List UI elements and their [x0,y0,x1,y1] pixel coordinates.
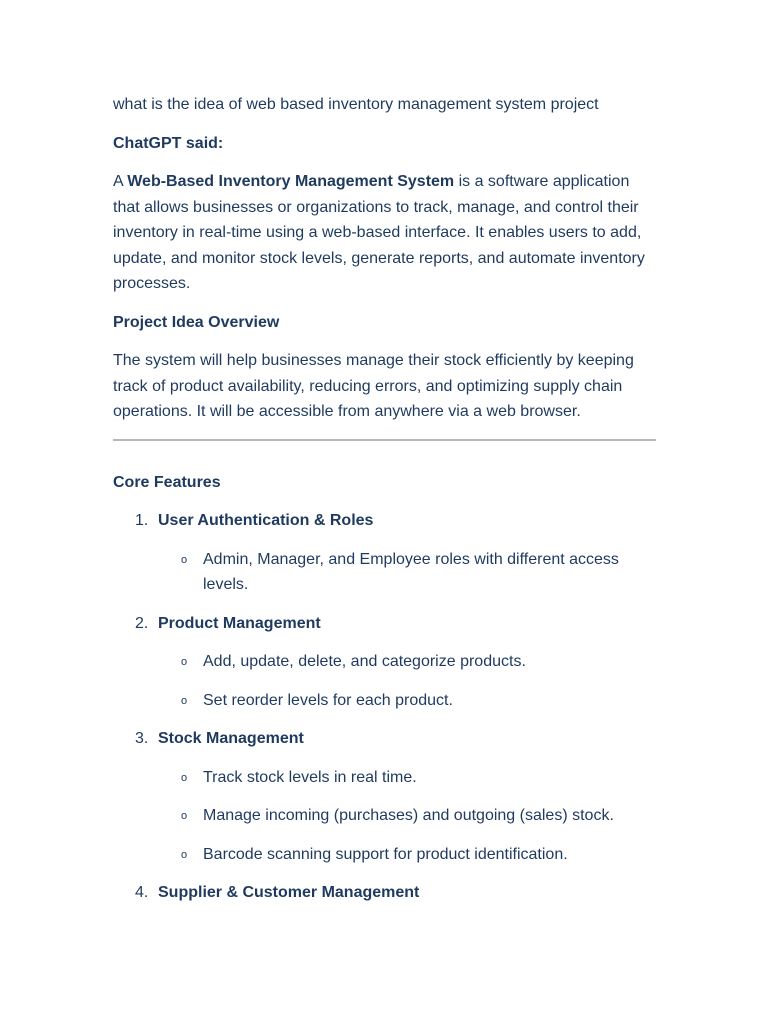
intro-prefix: A [113,173,128,190]
core-features-list [113,508,658,906]
feature-sublist [158,547,658,598]
feature-label: Supplier & Customer Management [158,884,420,901]
sub-item [158,547,658,598]
feature-number: 4. [135,884,149,901]
sub-item [158,765,658,791]
intro-paragraph [113,169,658,297]
intro-bold-term: Web-Based Inventory Management System [127,173,455,190]
intro-rest: is a software application that allows businesses or organizations to track, manage, and control their inventory in real-time using a web-based interface. It enables users to add, update, and monitor stock levels, generate reports, and automate inventory processes. [113,173,645,292]
speaker-label: ChatGPT said: [113,134,224,152]
circle-bullet-icon: o [181,848,188,861]
feature-label: Product Management [158,614,321,632]
circle-bullet-icon: o [181,810,188,822]
sub-item [158,803,658,829]
feature-sublist [158,649,658,713]
user-question: what is the idea of web based inventory management system project [113,96,599,113]
section-divider [113,439,656,441]
document-page [113,92,658,919]
circle-bullet-icon: o [181,553,188,566]
feature-sublist [158,765,658,868]
circle-bullet-icon: o [181,656,188,668]
sub-item [158,688,658,714]
feature-number: 3. [135,730,149,747]
overview-paragraph: The system will help businesses manage their stock efficiently by keeping track of product availability, reducing errors, and optimizing supply chain operations. It will be accessible from anywhere via a web browser. [113,352,634,420]
core-features-heading: Core Features [113,473,221,491]
sub-item-text: Add, update, delete, and categorize products. [203,653,526,670]
sub-item-text: Set reorder levels for each product. [203,691,453,709]
feature-item [113,880,658,906]
sub-item-text: Admin, Manager, and Employee roles with different access levels. [203,550,619,593]
circle-bullet-icon: o [181,694,188,707]
sub-item-text: Barcode scanning support for product identification. [203,845,568,863]
feature-label: Stock Management [158,730,304,747]
feature-number: 2. [135,614,149,632]
overview-heading: Project Idea Overview [113,313,280,331]
sub-item-text: Track stock levels in real time. [203,768,417,786]
feature-item [113,611,658,714]
feature-label: User Authentication & Roles [158,512,374,529]
sub-item [158,842,658,868]
circle-bullet-icon: o [181,771,188,784]
sub-item-text: Manage incoming (purchases) and outgoing (sales) stock. [203,807,614,824]
feature-number: 1. [135,512,149,529]
feature-item [113,508,658,598]
feature-item [113,726,658,867]
sub-item [158,649,658,675]
